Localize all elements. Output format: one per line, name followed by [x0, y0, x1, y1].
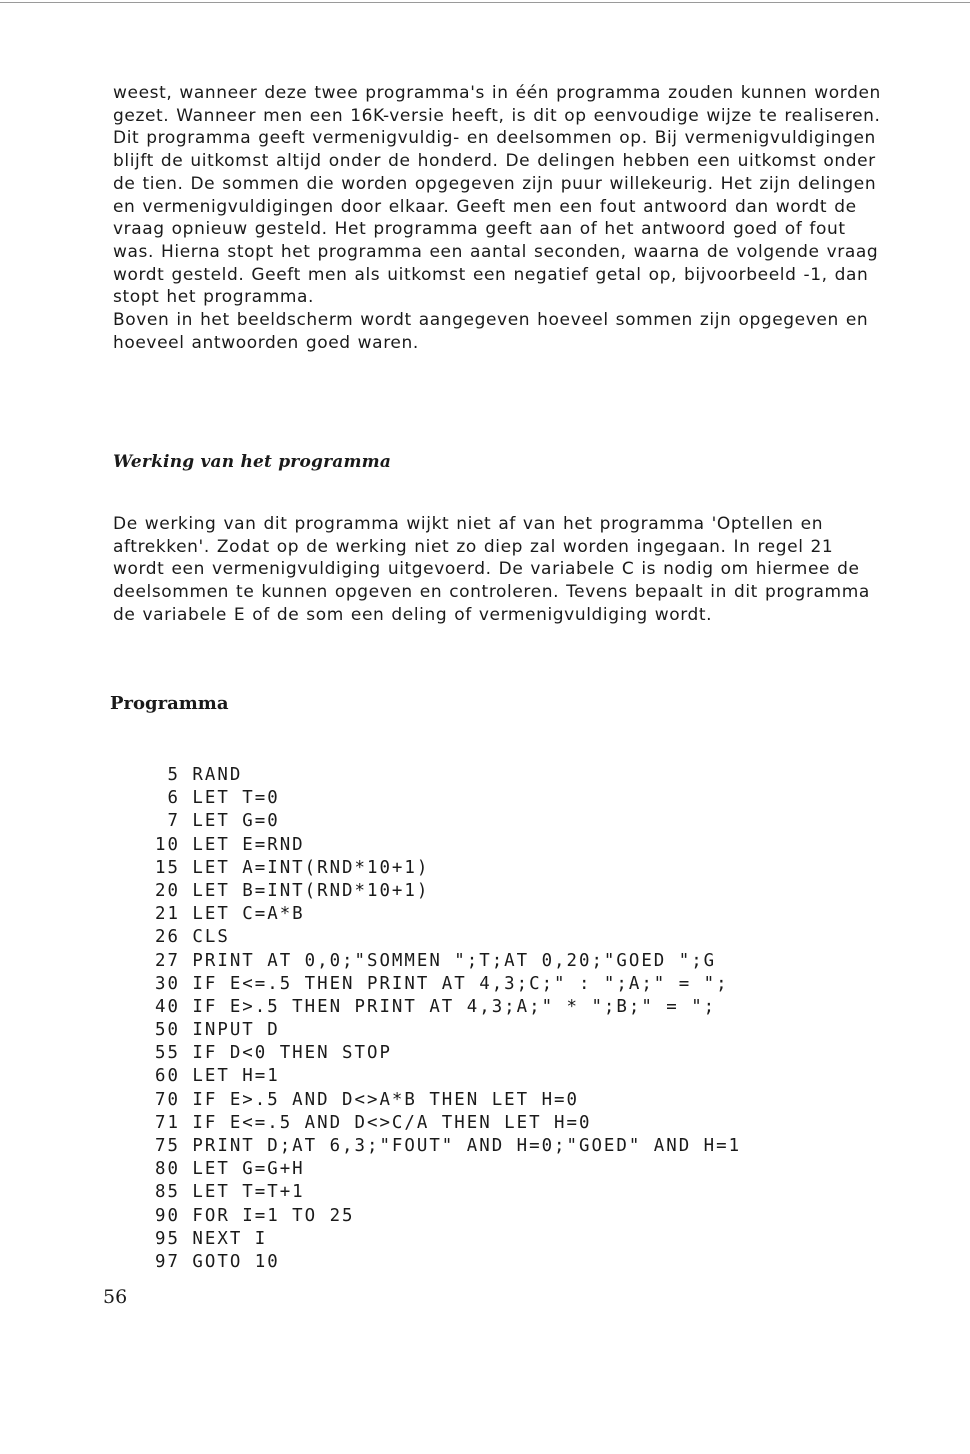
- code-line: 30 IF E<=.5 THEN PRINT AT 4,3;C;" : ";A;" = ";: [155, 973, 729, 994]
- code-line: 10 LET E=RND: [155, 834, 305, 855]
- program-listing: [155, 764, 741, 1274]
- code-line: 70 IF E>.5 AND D<>A*B THEN LET H=0: [155, 1089, 579, 1110]
- intro-text: [113, 82, 888, 354]
- code-line: 60 LET H=1: [155, 1066, 280, 1087]
- code-line: 55 IF D<0 THEN STOP: [155, 1043, 392, 1064]
- intro-paragraph-2: Dit programma geeft vermenigvuldig- en deelsommen op. Bij vermenigvuldigingen blijft de uitkomst altijd onder de honderd. De delingen hebben een uitkomst onder de tien. De sommen die worden opgegeven zijn puur willekeurig. Het zijn delingen en vermenigvuldigingen door elkaar. Geeft men een fout antwoord dan wordt de vraag opnieuw gesteld. Het programma geeft aan of het antwoord goed of fout was. Hierna stopt het programma een aantal seconden, waarna de volgende vraag wordt gesteld. Geeft men als uitkomst een negatief getal op, bijvoorbeeld -1, dan stopt het programma.: [113, 128, 879, 308]
- program-heading: Programma: [110, 693, 229, 714]
- page-number: 56: [103, 1286, 128, 1308]
- code-line: 85 LET T=T+1: [155, 1182, 305, 1203]
- werking-paragraph: De werking van dit programma wijkt niet af van het programma 'Optellen en aftrekken'. Zodat op de werking niet zo diep zal worden ingegaan. In regel 21 wordt een vermenigvuldiging uitgevoerd. De variabele C is nodig om hiermee de deelsommen te kunnen opgeven en controleren. Tevens bepaalt in dit programma de variabele E of de som een deling of vermenigvuldiging wordt.: [113, 514, 870, 625]
- code-line: 26 CLS: [155, 927, 230, 948]
- intro-paragraph-1: weest, wanneer deze twee programma's in één programma zouden kunnen worden gezet. Wanneer men een 16K-versie heeft, is dit op eenvoudige wijze te realiseren.: [113, 83, 881, 126]
- code-line: 20 LET B=INT(RND*10+1): [155, 880, 430, 901]
- code-line: 71 IF E<=.5 AND D<>C/A THEN LET H=0: [155, 1112, 592, 1133]
- page-top-rule: [0, 2, 970, 3]
- code-line: 50 INPUT D: [155, 1020, 280, 1041]
- code-line: 15 LET A=INT(RND*10+1): [155, 857, 430, 878]
- code-line: 40 IF E>.5 THEN PRINT AT 4,3;A;" * ";B;" = ";: [155, 996, 717, 1017]
- intro-paragraph-3: Boven in het beeldscherm wordt aangegeven hoeveel sommen zijn opgegeven en hoeveel antwoorden goed waren.: [113, 310, 869, 353]
- code-line: 7 LET G=0: [155, 811, 280, 832]
- code-line: 80 LET G=G+H: [155, 1159, 305, 1180]
- werking-heading: Werking van het programma: [113, 452, 392, 472]
- werking-text: [113, 513, 888, 627]
- code-line: 5 RAND: [155, 765, 243, 785]
- code-line: 6 LET T=0: [155, 788, 280, 809]
- code-line: 21 LET C=A*B: [155, 904, 305, 925]
- code-line: 95 NEXT I: [155, 1228, 268, 1249]
- code-line: 27 PRINT AT 0,0;"SOMMEN ";T;AT 0,20;"GOED ";G: [155, 950, 717, 971]
- code-line: 90 FOR I=1 TO 25: [155, 1205, 355, 1226]
- code-line: 75 PRINT D;AT 6,3;"FOUT" AND H=0;"GOED" AND H=1: [155, 1136, 742, 1156]
- code-line: 97 GOTO 10: [155, 1251, 280, 1272]
